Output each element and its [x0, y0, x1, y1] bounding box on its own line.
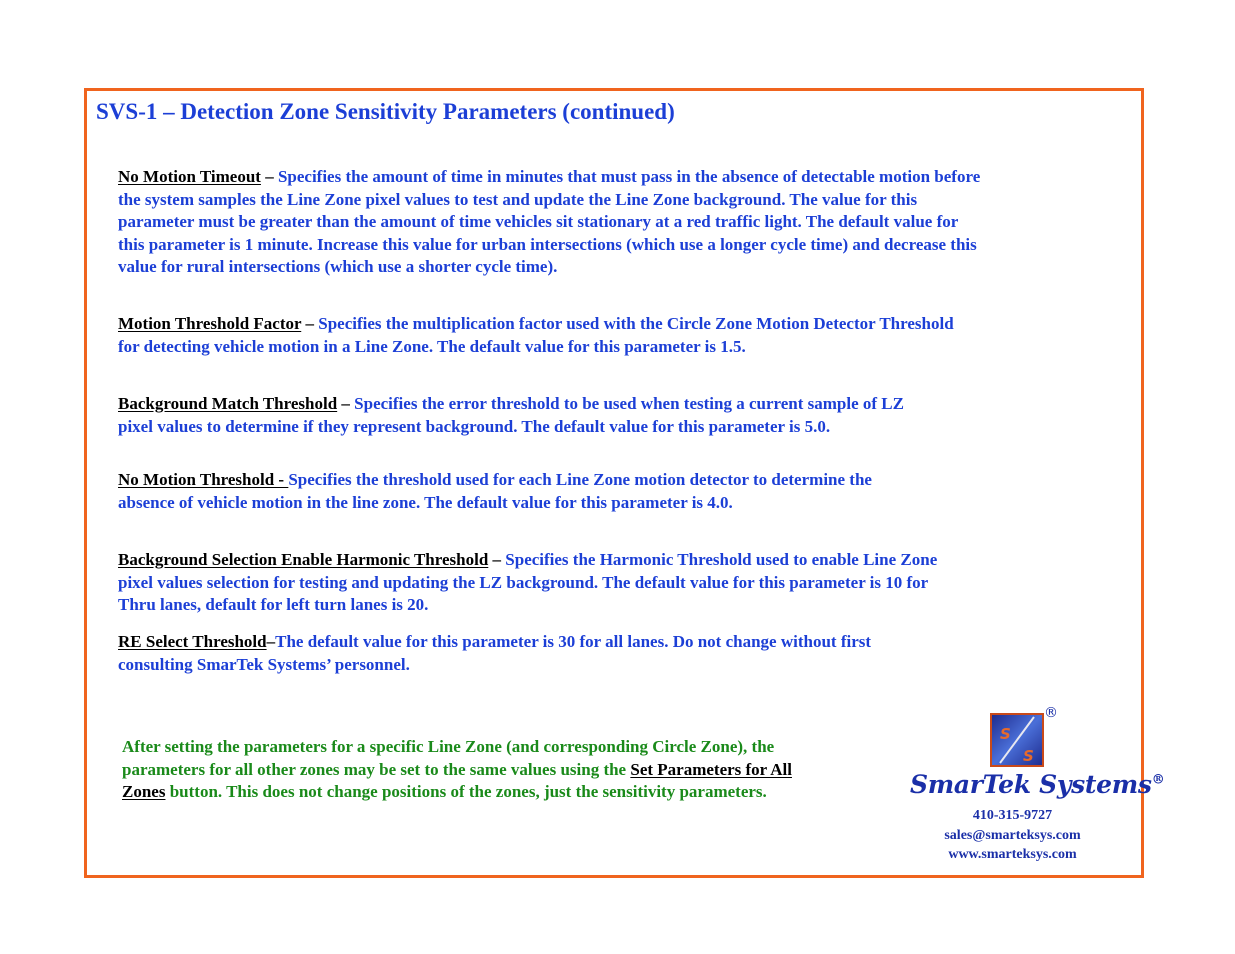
param-text: Specifies the amount of time in minutes that must pass in the absence of detectable motion before	[277, 167, 981, 186]
param-no-motion-timeout	[118, 166, 980, 279]
param-text: The default value for this parameter is 30 for all lanes. Do not change without first	[275, 632, 872, 651]
param-text: value for rural intersections (which use a shorter cycle time).	[118, 257, 558, 276]
param-text: this parameter is 1 minute. Increase this value for urban intersections (which use a longer cycle time) and decrease this	[118, 234, 977, 254]
param-text: the system samples the Line Zone pixel values to test and update the Line Zone background. The value for this	[118, 189, 918, 209]
note-text: button. This does not change positions of the zones, just the sensitivity parameters.	[165, 782, 767, 801]
note-text: parameters for all other zones may be set to the same values using the	[122, 759, 631, 779]
param-term: No Motion Timeout	[118, 167, 261, 186]
slide-title: SVS-1 – Detection Zone Sensitivity Parameters (continued)	[96, 99, 675, 124]
set-all-zones-note	[122, 736, 792, 804]
param-text: Thru lanes, default for left turn lanes is 20.	[118, 595, 429, 614]
logo-letter: S	[1000, 725, 1011, 743]
registered-mark: ®	[1044, 705, 1058, 721]
set-parameters-for-all-zones-button-ref: Set Parameters for All	[630, 759, 792, 779]
param-text: Specifies the Harmonic Threshold used to enable Line Zone	[505, 550, 938, 569]
param-separator: –	[488, 550, 506, 569]
logo-letter: S	[1023, 747, 1034, 765]
set-parameters-for-all-zones-button-ref: Zones	[122, 782, 166, 801]
contact-email: sales@smarteksys.com	[944, 828, 1081, 843]
param-text: Specifies the threshold used for each Line Zone motion detector to determine the	[288, 470, 872, 489]
param-term: RE Select Threshold	[118, 632, 267, 651]
param-term: Background Match Threshold	[118, 394, 338, 413]
param-text: parameter must be greater than the amount of time vehicles sit stationary at a red traffic light. The default value for	[118, 212, 959, 231]
note-text: After setting the parameters for a specific Line Zone (and corresponding Circle Zone), the	[122, 737, 775, 756]
param-text: pixel values to determine if they represent background. The default value for this parameter is 5.0.	[118, 416, 831, 436]
param-background-match-threshold	[118, 393, 904, 438]
param-term: No Motion Threshold -	[118, 470, 289, 489]
param-text: pixel values selection for testing and updating the LZ background. The default value for this parameter is 10 for	[118, 572, 929, 592]
param-text: consulting SmarTek Systems’ personnel.	[118, 654, 410, 674]
param-separator: –	[301, 314, 319, 333]
param-motion-threshold-factor	[118, 313, 954, 358]
brand-registered-mark: ®	[1151, 772, 1165, 788]
param-text: Specifies the error threshold to be used when testing a current sample of LZ	[354, 394, 904, 413]
param-no-motion-threshold	[118, 469, 872, 514]
param-separator: –	[266, 632, 276, 651]
param-term: Background Selection Enable Harmonic Threshold	[118, 550, 489, 569]
smartek-logo-icon	[990, 713, 1044, 767]
param-term: Motion Threshold Factor	[118, 314, 302, 333]
contact-website: www.smarteksys.com	[948, 847, 1077, 862]
param-text: absence of vehicle motion in the line zone. The default value for this parameter is 4.0.	[118, 492, 733, 512]
brand-text: SmarTek Systems	[910, 770, 1152, 799]
param-separator: –	[337, 394, 355, 413]
contact-phone: 410-315-9727	[972, 808, 1053, 823]
param-separator: –	[260, 167, 278, 186]
param-text: Specifies the multiplication factor used with the Circle Zone Motion Detector Threshold	[318, 314, 954, 333]
param-re-select-threshold	[118, 631, 871, 676]
brand-name	[910, 770, 1164, 799]
param-text: for detecting vehicle motion in a Line Zone. The default value for this parameter is 1.5.	[118, 336, 746, 356]
param-background-selection-harmonic	[118, 549, 937, 617]
